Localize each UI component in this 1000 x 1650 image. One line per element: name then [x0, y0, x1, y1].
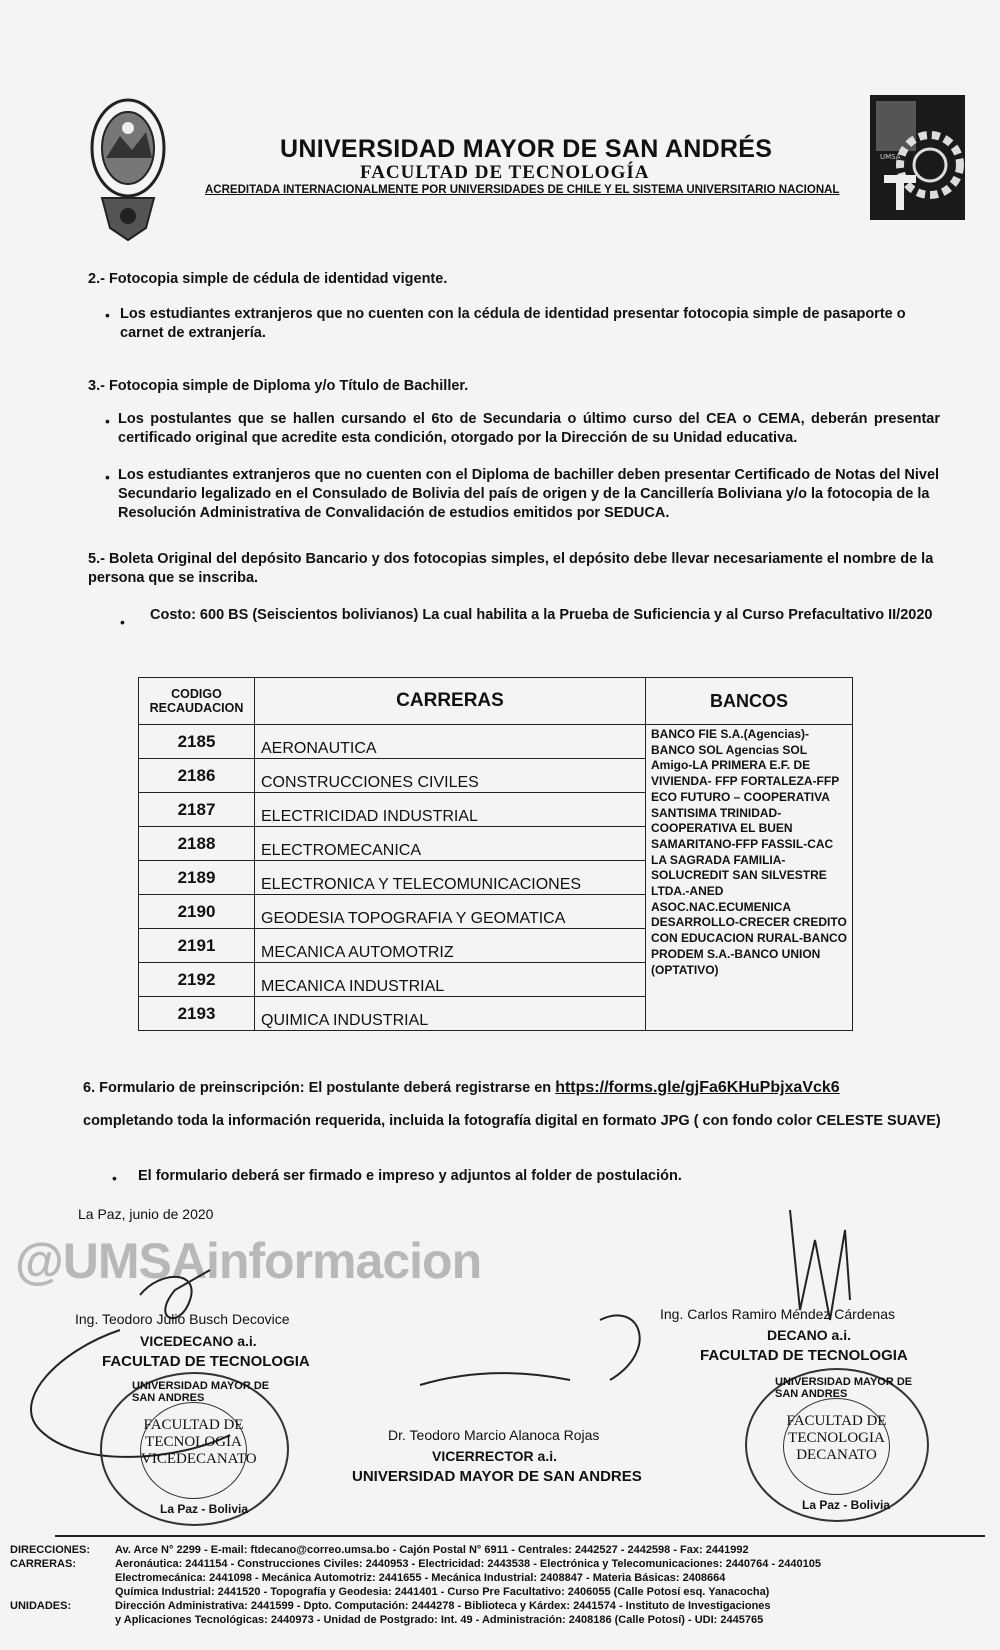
footer-label-unidades: UNIDADES: — [10, 1600, 72, 1612]
code-cell: 2186 — [139, 759, 255, 793]
stamp-center — [783, 1398, 890, 1495]
bullet-icon: • — [105, 307, 110, 323]
stamp-line: VICEDECANATO — [141, 1451, 257, 1467]
footer — [10, 1543, 985, 1627]
university-crest — [88, 88, 168, 248]
code-cell: 2191 — [139, 929, 255, 963]
item-5-title: 5.- Boleta Original del depósito Bancario y dos fotocopias simples, el depósito debe llevar necesariamente el nombre de la persona que se inscriba. — [88, 551, 934, 586]
col-header-code: CODIGO RECAUDACION — [139, 678, 255, 725]
bullet-icon: • — [112, 1170, 117, 1186]
svg-text:UMSA: UMSA — [880, 153, 901, 161]
right-signer-org: FACULTAD DE TECNOLOGIA — [700, 1347, 908, 1364]
stamp-ring-text: UNIVERSIDAD MAYOR DE SAN ANDRES — [775, 1376, 913, 1400]
center-signer-role: VICERRECTOR a.i. — [432, 1448, 557, 1464]
preinscription-form-link[interactable]: https://forms.gle/gjFa6KHuPbjxaVck6 — [555, 1079, 840, 1096]
item-5-bullet: Costo: 600 BS (Seiscientos bolivianos) La cual habilita a la Prueba de Suficiencia y al Curso Prefacultativo II/2020 — [150, 607, 933, 623]
careers-table — [138, 677, 853, 1031]
stamp-line: TECNOLOGIA — [788, 1430, 885, 1446]
place-date: La Paz, junio de 2020 — [78, 1206, 214, 1222]
stamp-line: FACULTAD DE — [786, 1413, 887, 1429]
code-cell: 2193 — [139, 997, 255, 1031]
career-cell: CONSTRUCCIONES CIVILES — [255, 759, 646, 793]
stamp-line: FACULTAD DE — [143, 1417, 244, 1433]
stamp-ring-text: UNIVERSIDAD MAYOR DE SAN ANDRES — [132, 1380, 270, 1404]
bullet-icon: • — [120, 614, 125, 630]
stamp-line: DECANATO — [796, 1447, 877, 1463]
code-cell: 2189 — [139, 861, 255, 895]
code-cell: 2192 — [139, 963, 255, 997]
career-cell: ELECTRONICA Y TELECOMUNICACIONES — [255, 861, 646, 895]
career-cell: QUIMICA INDUSTRIAL — [255, 997, 646, 1031]
banks-cell: BANCO FIE S.A.(Agencias)-BANCO SOL Agencias SOL Amigo-LA PRIMERA E.F. DE VIVIENDA- FFP FORTALEZA-FFP ECO FUTURO – COOPERATIVA SANTISIMA TRINIDAD-COOPERATIVA EL BUEN SAMARITANO-FFP FASSIL-CAC LA SAGRADA FAMILIA-SOLUCREDIT SAN SILVESTRE LTDA.-ANED ASOC.NAC.ECUMENICA DESARROLLO-CRECER CREDITO CON EDUCACION RURAL-BANCO PRODEM S.A.-BANCO UNION (OPTATIVO) — [646, 725, 853, 1031]
bullet-icon: • — [105, 469, 110, 485]
footer-line: Dirección Administrativa: 2441599 - Dpto. Computación: 2444278 - Biblioteca y Kárdex: 2441574 - Instituto de Investigaciones — [115, 1600, 771, 1612]
center-signer-org: UNIVERSIDAD MAYOR DE SAN ANDRES — [352, 1468, 642, 1485]
code-cell: 2187 — [139, 793, 255, 827]
item-2-title: 2.- Fotocopia simple de cédula de identidad vigente. — [88, 271, 448, 287]
bullet-icon: • — [105, 413, 110, 429]
table-row — [139, 725, 853, 759]
decanato-stamp — [745, 1368, 929, 1522]
col-header-banks: BANCOS — [646, 678, 853, 725]
item-6-rest: completando toda la información requerida, incluida la fotografía digital en formato JPG ( con fondo color CELESTE SUAVE) — [83, 1113, 941, 1129]
center-signer-name: Dr. Teodoro Marcio Alanoca Rojas — [388, 1427, 600, 1443]
table-header-row — [139, 678, 853, 725]
right-signer-role: DECANO a.i. — [767, 1327, 852, 1343]
footer-line: Química Industrial: 2441520 - Topografía y Geodesia: 2441401 - Curso Pre Facultativo: 2406055 (Calle Potosí esq. Yanacocha) — [115, 1586, 770, 1598]
footer-line: Aeronáutica: 2441154 - Construcciones Civiles: 2440953 - Electricidad: 2443538 - Electrónica y Telecomunicaciones: 2440764 - 2440105 — [115, 1558, 821, 1570]
career-cell: ELECTROMECANICA — [255, 827, 646, 861]
stamp-bottom-text: La Paz - Bolivia — [802, 1498, 891, 1512]
item-3-title: 3.- Fotocopia simple de Diploma y/o Título de Bachiller. — [88, 378, 469, 394]
faculty-name: FACULTAD DE TECNOLOGÍA — [360, 162, 650, 183]
footer-divider — [55, 1535, 985, 1537]
stamp-line: TECNOLOGIA — [145, 1434, 242, 1450]
footer-line: Av. Arce N° 2299 - E-mail: ftdecano@correo.umsa.bo - Cajón Postal N° 6911 - Centrales: 2442527 - 2442598 - Fax: 2441992 — [115, 1544, 749, 1556]
code-cell: 2188 — [139, 827, 255, 861]
footer-label-direcciones: DIRECCIONES: — [10, 1544, 91, 1556]
col-header-careers: CARRERAS — [255, 678, 646, 725]
right-signer-name: Ing. Carlos Ramiro Méndez Cárdenas — [660, 1306, 895, 1322]
vicedecanato-stamp — [100, 1372, 289, 1526]
item-6-bullet: El formulario deberá ser firmado e impreso y adjuntos al folder de postulación. — [138, 1168, 682, 1184]
stamp-bottom-text: La Paz - Bolivia — [160, 1502, 249, 1516]
career-cell: GEODESIA TOPOGRAFIA Y GEOMATICA — [255, 895, 646, 929]
footer-line: Electromecánica: 2441098 - Mecánica Automotriz: 2441655 - Mecánica Industrial: 2408847 - Materia Básicas: 2408664 — [115, 1572, 726, 1584]
faculty-logo — [870, 95, 965, 220]
career-cell: AERONAUTICA — [255, 725, 646, 759]
university-name: UNIVERSIDAD MAYOR DE SAN ANDRÉS — [280, 135, 773, 163]
item-6-lead-line — [83, 1078, 953, 1098]
item-6-lead: 6. Formulario de preinscripción: El postulante deberá registrarse en — [83, 1080, 552, 1096]
item-2-bullet: Los estudiantes extranjeros que no cuenten con la cédula de identidad presentar fotocopia simple de pasaporte o carnet de extranjería. — [120, 306, 906, 341]
stamp-center — [140, 1402, 257, 1499]
item-3-bullet-1: Los postulantes que se hallen cursando el 6to de Secundaria o último curso del CEA o CEMA, deberán presentar certificado original que acredite esta condición, otorgado por la Dirección de su Unidad educativa. — [118, 411, 940, 446]
left-signer-org: FACULTAD DE TECNOLOGIA — [102, 1353, 310, 1370]
watermark: @UMSAinformacion — [15, 1233, 482, 1289]
footer-line: y Aplicaciones Tecnológicas: 2440973 - Unidad de Postgrado: Int. 49 - Administración: 2408186 (Calle Potosí) - UDI: 2445765 — [115, 1614, 764, 1626]
left-signer-role: VICEDECANO a.i. — [140, 1333, 257, 1349]
accreditation-line: ACREDITADA INTERNACIONALMENTE POR UNIVERSIDADES DE CHILE Y EL SISTEMA UNIVERSITARIO NACIONAL — [205, 184, 840, 196]
code-cell: 2190 — [139, 895, 255, 929]
code-cell: 2185 — [139, 725, 255, 759]
footer-label-carreras: CARRERAS: — [10, 1558, 76, 1570]
career-cell: MECANICA AUTOMOTRIZ — [255, 929, 646, 963]
career-cell: MECANICA INDUSTRIAL — [255, 963, 646, 997]
item-3-bullet-2: Los estudiantes extranjeros que no cuenten con el Diploma de bachiller deben presentar Certificado de Notas del Nivel Secundario legalizado en el Consulado de Bolivia del país de origen y de la Cancillería Boliviana y/o la fotocopia de la Resolución Administrativa de Convalidación de estudios emitidos por SEDUCA. — [118, 467, 940, 521]
career-cell: ELECTRICIDAD INDUSTRIAL — [255, 793, 646, 827]
left-signer-name: Ing. Teodoro Julio Busch Decovice — [75, 1311, 290, 1327]
